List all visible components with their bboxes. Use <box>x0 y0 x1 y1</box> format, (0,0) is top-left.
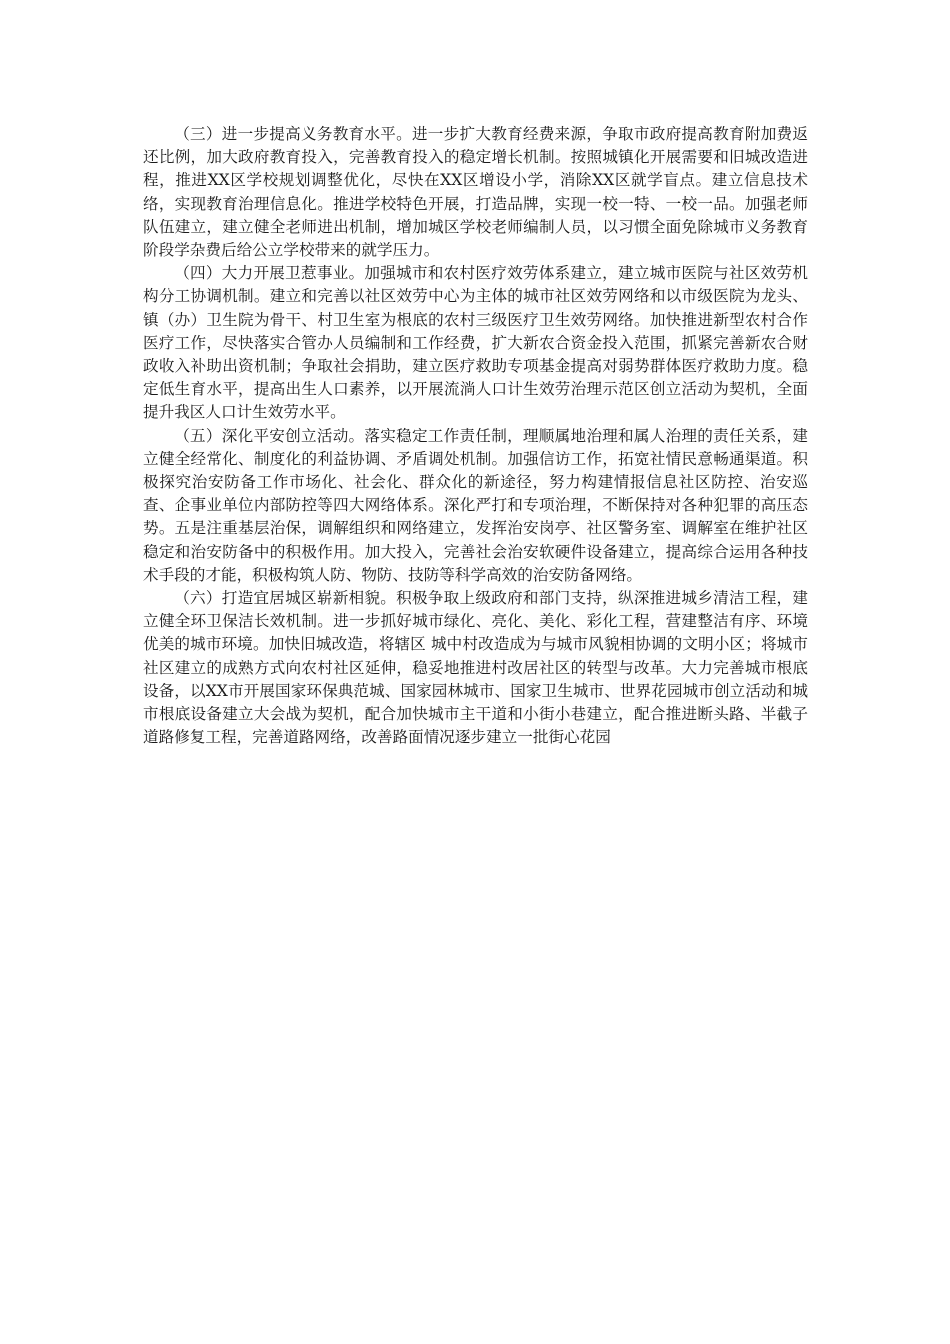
paragraph-health: （四）大力开展卫惹事业。加强城市和农村医疗效劳体系建立，建立城市医院与社区效劳机构分工协调机制。建立和完善以社区效劳中心为主体的城市社区效劳网络和以市级医院为龙头、镇（办）卫生院为骨干、村卫生室为根底的农村三级医疗卫生效劳网络。加快推进新型农村合作医疗工作，尽快落实合管办人员编制和工作经费，扩大新农合资金投入范围，抓紧完善新农合财政收入补助出资机制；争取社会捐助，建立医疗救助专项基金提高对弱势群体医疗救助力度。稳定低生育水平，提高出生人口素养，以开展流淌人口计生效劳治理示范区创立活动为契机，全面提升我区人口计生效劳水平。 <box>143 264 808 422</box>
paragraph-education: （三）进一步提高义务教育水平。进一步扩大教育经费来源，争取市政府提高教育附加费返还比例，加大政府教育投入，完善教育投入的稳定增长机制。按照城镇化开展需要和旧城改造进程，推进XX区学校规划调整优化，尽快在XX区增设小学，消除XX区就学盲点。建立信息技术络，实现教育治理信息化。推进学校特色开展，打造品牌，实现一校一特、一校一品。加强老师队伍建立，建立健全老师进出机制，增加城区学校老师编制人员，以习惯全面免除城市义务教育阶段学杂费后给公立学校带来的就学压力。 <box>143 125 808 260</box>
paragraph-livable-city: （六）打造宜居城区崭新相貌。积极争取上级政府和部门支持，纵深推进城乡清洁工程，建立健全环卫保洁长效机制。进一步抓好城市绿化、亮化、美化、彩化工程，营建整洁有序、环境优美的城市环境。加快旧城改造，将辖区 城中村改造成为与城市风貌相协调的文明小区；将城市社区建立的成熟方式向农村社区延伸，稳妥地推进村改居社区的转型与改革。大力完善城市根底设备，以XX市开展国家环保典范城、国家园林城市、国家卫生城市、世界花园城市创立活动和城市根底设备建立大会战为契机，配合加快城市主干道和小街小巷建立，配合推进断头路、半截子道路修复工程，完善道路网络，改善路面情况逐步建立一批街心花园 <box>143 589 808 747</box>
document-body <box>143 123 808 749</box>
paragraph-safety: （五）深化平安创立活动。落实稳定工作责任制，理顺属地治理和属人治理的责任关系，建立健全经常化、制度化的利益协调、矛盾调处机制。加强信访工作，拓宽社情民意畅通渠道。积极探究治安防备工作市场化、社会化、群众化的新途径，努力构建情报信息社区防控、治安巡查、企事业单位内部防控等四大网络体系。深化严打和专项治理，不断保持对各种犯罪的高压态势。五是注重基层治保，调解组织和网络建立，发挥治安岗亭、社区警务室、调解室在维护社区稳定和治安防备中的积极作用。加大投入，完善社会治安软硬件设备建立，提高综合运用各种技术手段的才能，积极构筑人防、物防、技防等科学高效的治安防备网络。 <box>143 426 808 584</box>
